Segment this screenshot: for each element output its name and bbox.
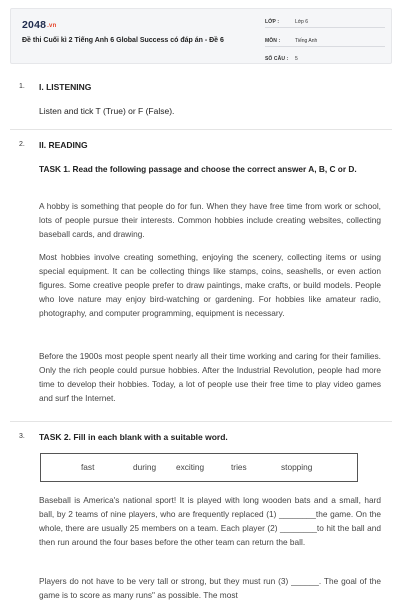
question-number: 3. — [19, 433, 25, 440]
logo-text: 2048 — [22, 19, 47, 31]
question-number: 2. — [19, 141, 25, 148]
word-bank-item: stopping — [281, 462, 313, 472]
listening-instruction: Listen and tick T (True) or F (False). — [39, 106, 175, 116]
word-bank-box — [40, 453, 358, 482]
reading-task-1-instruction: TASK 1. Read the following passage and choose the correct answer A, B, C or D. — [39, 164, 357, 174]
meta-subject-value: Tiếng Anh — [295, 38, 318, 44]
section-divider — [10, 129, 392, 130]
word-bank-item: exciting — [176, 462, 205, 472]
document-header — [10, 8, 392, 64]
word-bank-item: during — [133, 462, 157, 472]
meta-subject-key: MÔN : — [265, 38, 281, 44]
meta-divider — [265, 46, 385, 47]
word-bank-item: tries — [231, 462, 247, 472]
section-title-listening: I. LISTENING — [39, 82, 92, 92]
task-2-paragraph: Players do not have to be very tall or strong, but they must run (3) ______. The goal of the game is to score as many runs" as possible. The most — [39, 576, 381, 600]
document-title: Đề thi Cuối kì 2 Tiếng Anh 6 Global Success có đáp án - Đề 6 — [22, 37, 224, 44]
reading-paragraph: A hobby is something that people do for fun. When they have free time from work or school, lots of people pursue their interests. Common hobbies include creating websites, collecting baseball cards, and drawing. — [39, 201, 381, 239]
meta-count-value: 5 — [295, 56, 298, 62]
site-logo[interactable] — [22, 19, 56, 31]
section-title-reading: II. READING — [39, 140, 88, 150]
meta-class-key: LỚP : — [265, 19, 280, 25]
reading-paragraph: Before the 1900s most people spent nearly all their time working and caring for their families. Only the rich people could pursue hobbies. After the Industrial Revolution, people had more time to develop their hobbies. Today, a lot of people use their free time to play video games and surf the Internet. — [39, 351, 381, 403]
section-title-task-2: TASK 2. Fill in each blank with a suitable word. — [39, 432, 228, 442]
task-2-paragraph: Baseball is America's national sport! It is played with long wooden bats and a small, hard ball, by 2 teams of nine players, who are frequently replaced (1) ________the game. On the whole, there are usually 25 members on a team. Each player (2) ________to hit the ball and then run around the four bases before the other team can return the ball. — [39, 495, 381, 547]
question-number: 1. — [19, 83, 25, 90]
meta-count-key: SỐ CÂU : — [265, 56, 289, 62]
meta-divider — [265, 27, 385, 28]
word-bank-item: fast — [81, 462, 95, 472]
section-divider — [10, 421, 392, 422]
reading-paragraph: Most hobbies involve creating something, enjoying the scenery, collecting items or using special equipment. It can be collecting things like stamps, coins, seashells, or even action figures. Some creative people prefer to draw paintings, make crafts, or build models. People who love nature may enjoy bird-watching or gardening. For hobbies like amateur radio, photography, and computer programming, equipment is necessary. — [39, 252, 381, 318]
meta-class-value: Lớp 6 — [295, 19, 309, 25]
logo-suffix: .vn — [47, 23, 57, 29]
